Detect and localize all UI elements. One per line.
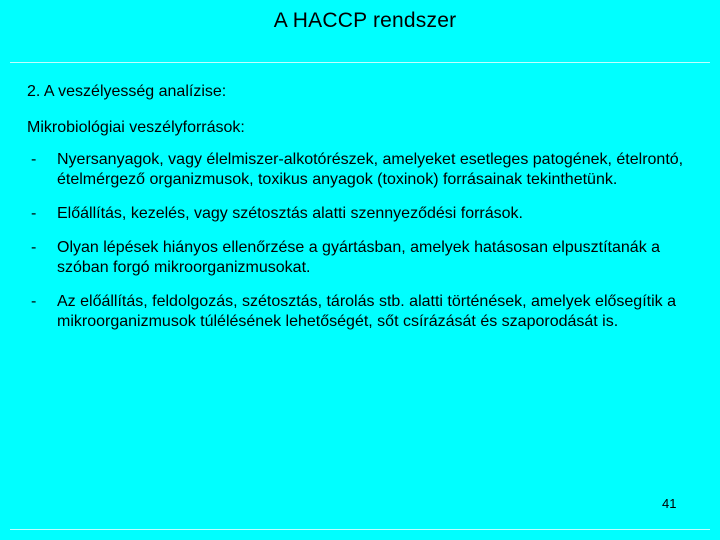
dash-bullet-icon: - bbox=[31, 293, 37, 310]
list-item-text: Olyan lépések hiányos ellenőrzése a gyártásban, amelyek hatásosan elpusztítanák a szóban forgó mikroorganizmusokat. bbox=[57, 239, 661, 276]
dash-bullet-icon: - bbox=[31, 151, 37, 168]
list-item-text: Nyersanyagok, vagy élelmiszer-alkotórészek, amelyeket esetleges patogének, ételrontó, ételmérgező organizmusok, toxikus anyagok (toxinok) forrásainak tekinthetünk. bbox=[57, 151, 684, 188]
list-item bbox=[27, 150, 692, 190]
list-item bbox=[27, 204, 692, 224]
section-heading: 2. A veszélyesség analízise: bbox=[27, 83, 227, 100]
dash-bullet-icon: - bbox=[31, 239, 37, 256]
list-item bbox=[27, 238, 692, 278]
slide-title: A HACCP rendszer bbox=[273, 9, 457, 32]
list-item-text: Az előállítás, feldolgozás, szétosztás, tárolás stb. alatti történések, amelyek elősegítik a mikroorganizmusok túlélésének lehetőségét, sőt csírázását és szaporodását is. bbox=[57, 293, 676, 330]
page-number: 41 bbox=[662, 496, 677, 511]
subheading: Mikrobiológiai veszélyforrások: bbox=[27, 119, 245, 136]
list-item-text: Előállítás, kezelés, vagy szétosztás alatti szennyeződési források. bbox=[57, 205, 523, 222]
list-item bbox=[27, 292, 692, 332]
bullet-list bbox=[27, 150, 692, 346]
dash-bullet-icon: - bbox=[31, 205, 37, 222]
